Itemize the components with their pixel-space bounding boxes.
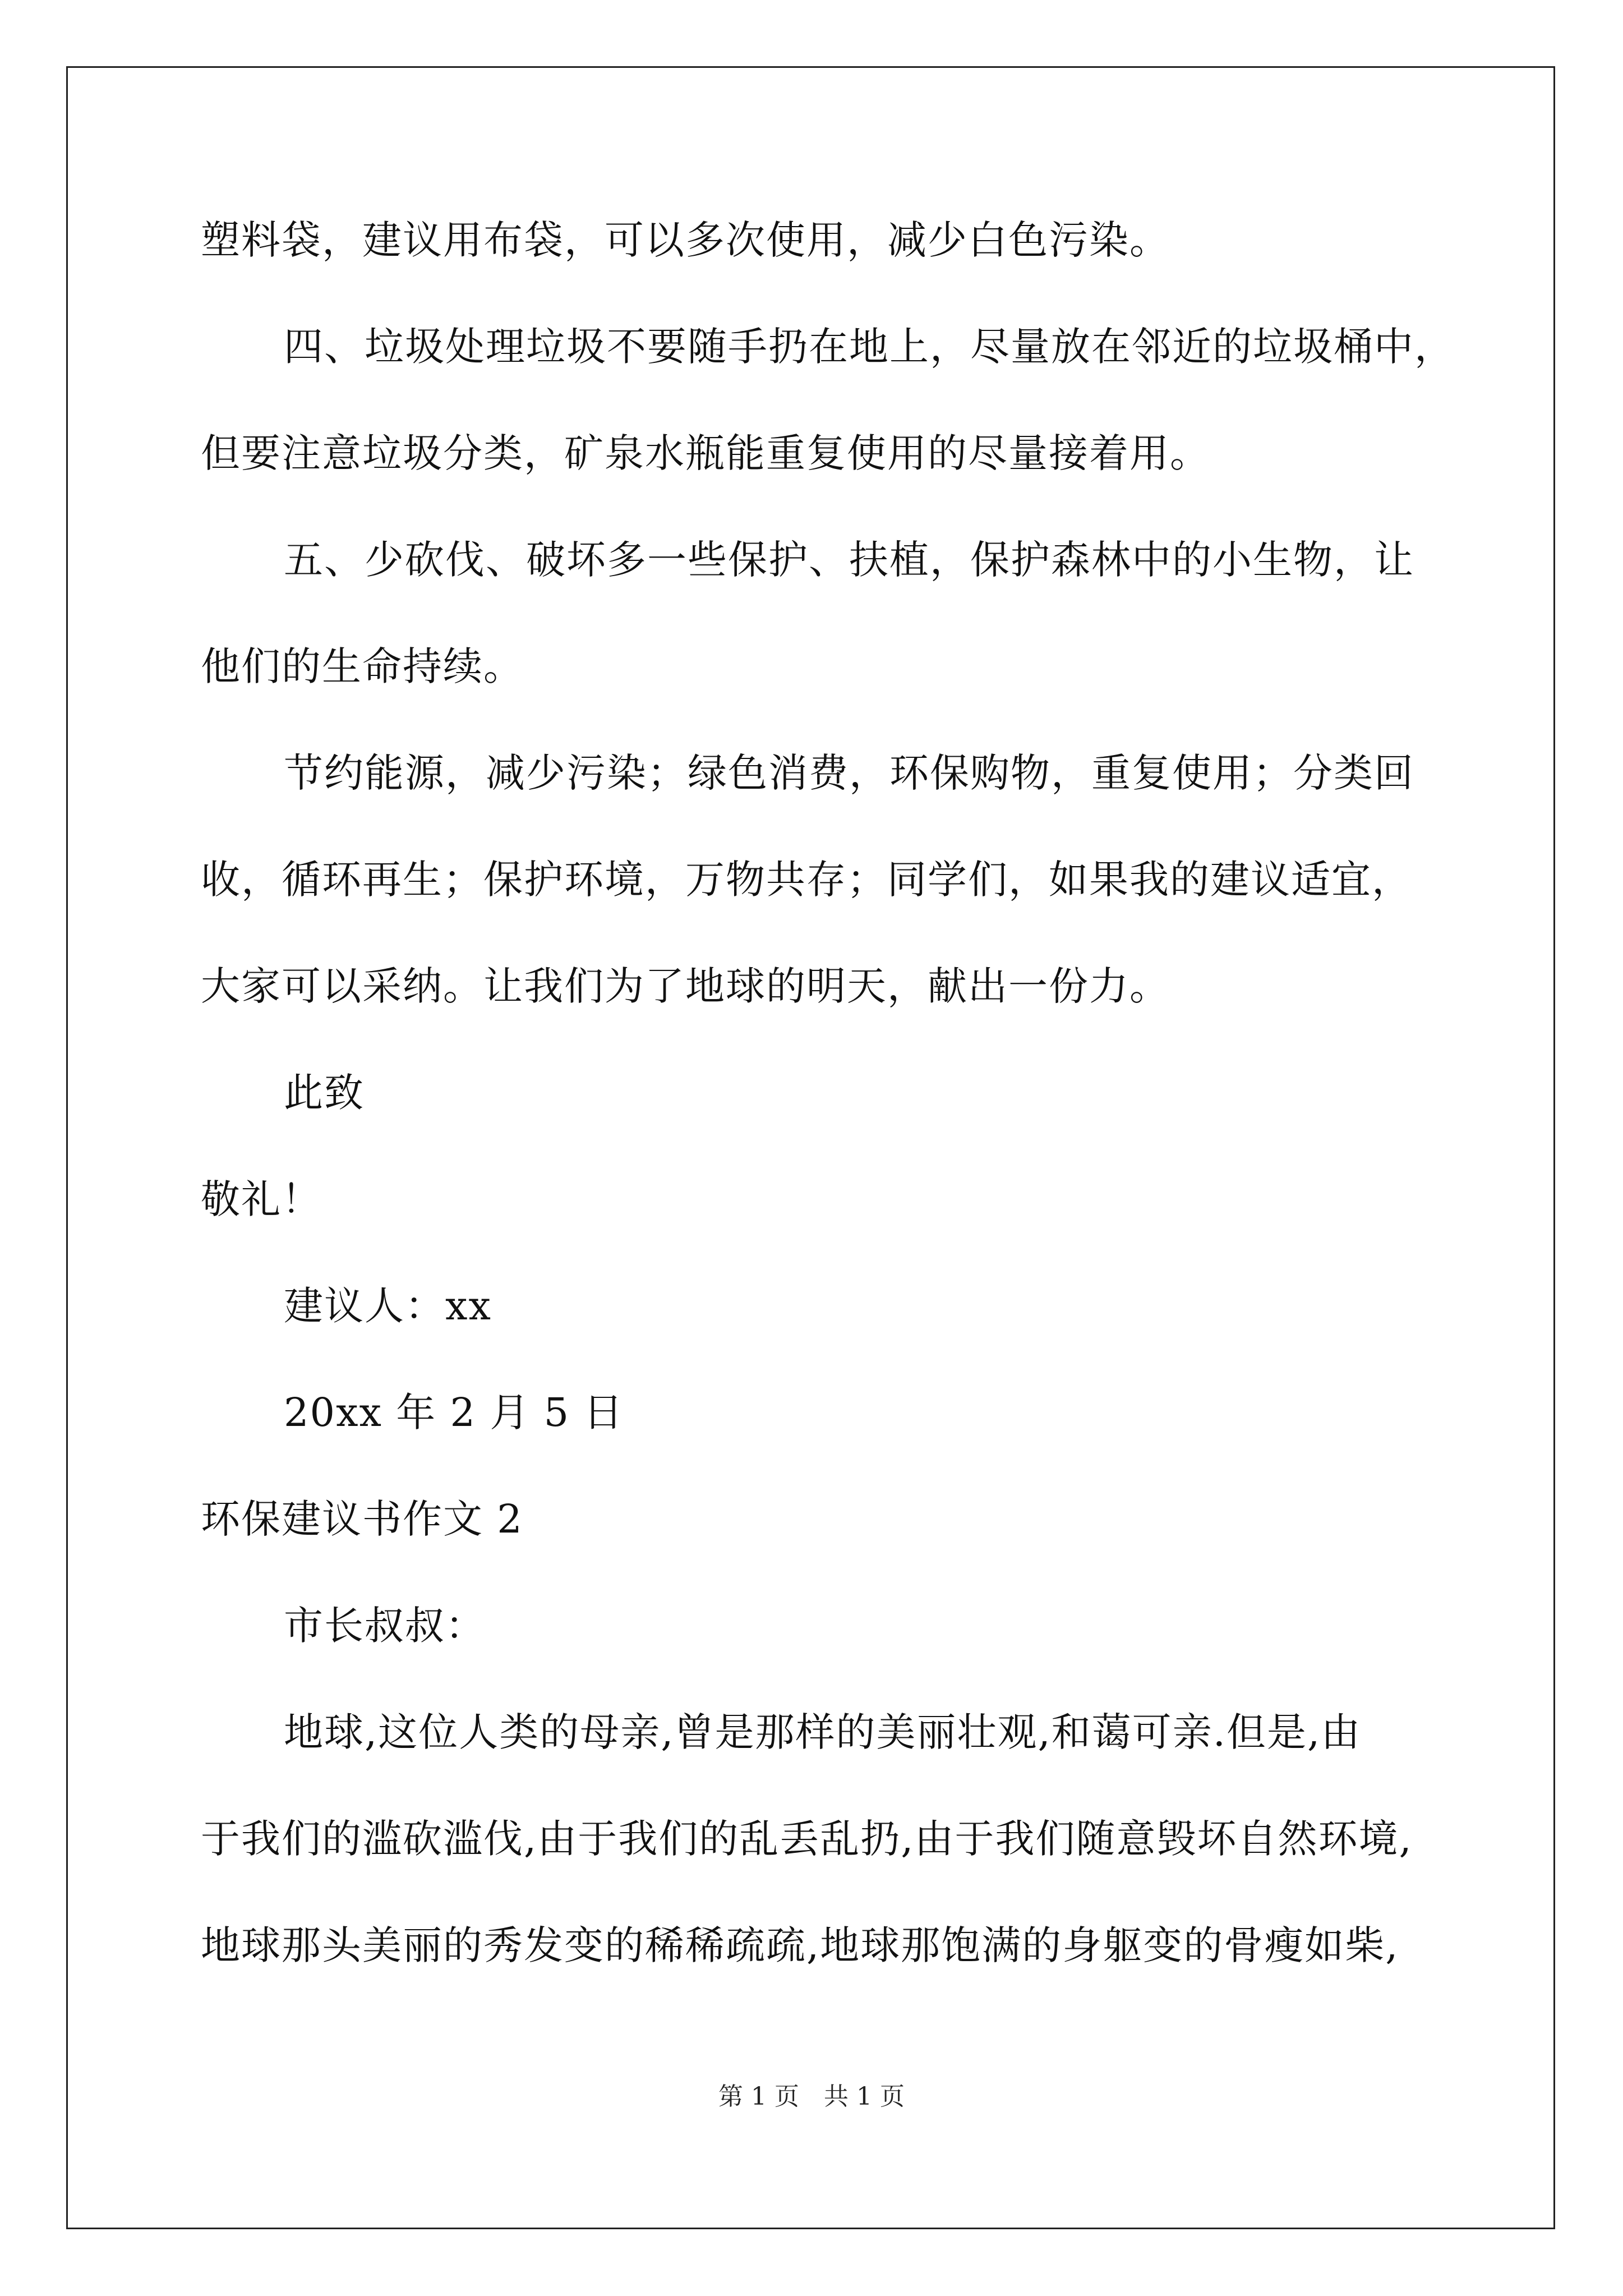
text-line: 塑料袋，建议用布袋，可以多次使用，减少白色污染。 [201, 217, 1170, 263]
text-line: 大家可以采纳。让我们为了地球的明天，献出一份力。 [201, 963, 1170, 1009]
closing-line: 敬礼！ [201, 1176, 322, 1222]
text-line: 五、少砍伐、破坏多一些保护、扶植，保护森林中的小生物，让 [284, 537, 1414, 583]
salutation-line: 此致 [284, 1070, 365, 1116]
text-line: 四、垃圾处理垃圾不要随手扔在地上，尽量放在邻近的垃圾桶中， [284, 324, 1455, 370]
section-title: 环保建议书作文 2 [201, 1496, 523, 1542]
text-line: 收，循环再生；保护环境，万物共存；同学们，如果我的建议适宜， [201, 857, 1412, 903]
page-border [66, 66, 1555, 2229]
greeting-line: 市长叔叔： [284, 1603, 486, 1649]
text-line: 他们的生命持续。 [201, 643, 524, 689]
date-line: 20xx 年 2 月 5 日 [284, 1389, 624, 1435]
text-line: 但要注意垃圾分类，矿泉水瓶能重复使用的尽量接着用。 [201, 430, 1210, 476]
text-line: 地球那头美丽的秀发变的稀稀疏疏,地球那饱满的身躯变的骨瘦如柴, [201, 1922, 1399, 1968]
text-line: 地球,这位人类的母亲,曾是那样的美丽壮观,和蔼可亲.但是,由 [284, 1709, 1362, 1755]
signature-line: 建议人：xx [284, 1283, 492, 1329]
text-line: 节约能源，减少污染；绿色消费，环保购物，重复使用；分类回 [284, 750, 1414, 796]
page-footer: 第 1 页 共 1 页 [718, 2082, 905, 2111]
text-line: 于我们的滥砍滥伐,由于我们的乱丢乱扔,由于我们随意毁坏自然环境, [201, 1816, 1413, 1862]
